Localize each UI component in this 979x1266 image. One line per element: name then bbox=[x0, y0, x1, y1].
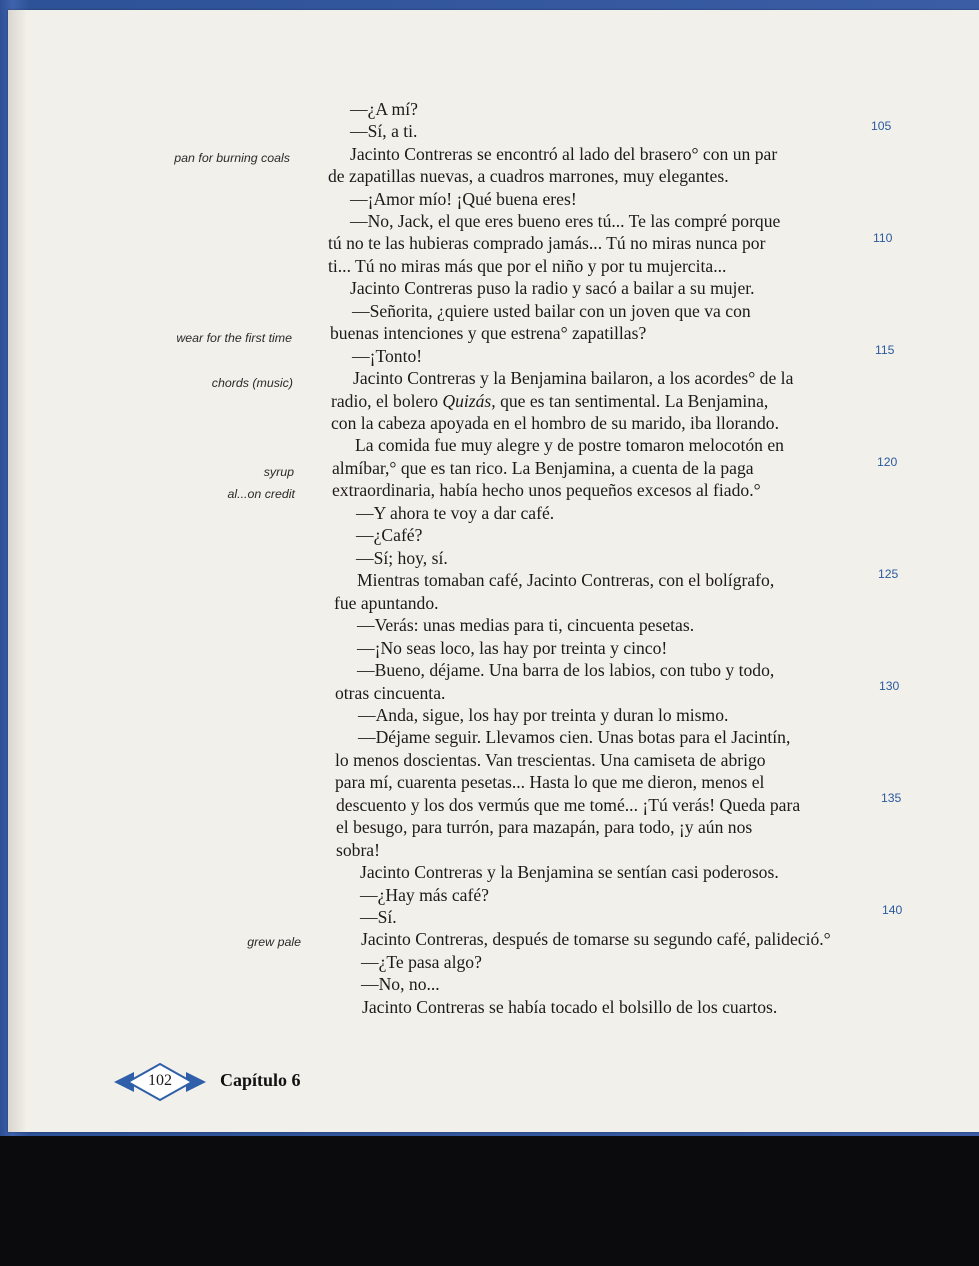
line-number: 105 bbox=[871, 119, 892, 133]
text-line: —No, no... bbox=[361, 974, 440, 994]
gloss-note: chords (music) bbox=[211, 376, 293, 390]
gloss-note: wear for the first time bbox=[176, 331, 292, 345]
line-number: 120 bbox=[877, 455, 898, 469]
text-line: —¿Te pasa algo? bbox=[361, 952, 482, 972]
text-line: —Anda, sigue, los hay por treinta y duran lo mismo. bbox=[358, 705, 729, 725]
text-line: Jacinto Contreras puso la radio y sacó a bailar a su mujer. bbox=[350, 278, 755, 298]
text-line: descuento y los dos vermús que me tomé... ¡Tú verás! Queda para bbox=[336, 795, 801, 815]
chapter-title: Capítulo 6 bbox=[220, 1070, 301, 1090]
text-line: almíbar,° que es tan rico. La Benjamina, a cuenta de la paga bbox=[332, 458, 754, 478]
text-line: con la cabeza apoyada en el hombro de su marido, iba llorando. bbox=[331, 413, 779, 433]
text-line: Jacinto Contreras se había tocado el bolsillo de los cuartos. bbox=[362, 997, 778, 1017]
gloss-note: grew pale bbox=[247, 935, 301, 949]
text-line: —¡Tonto! bbox=[352, 346, 423, 366]
text-line: otras cincuenta. bbox=[335, 683, 446, 703]
page-footer bbox=[112, 1062, 412, 1102]
text-line: para mí, cuarenta pesetas... Hasta lo que me dieron, menos el bbox=[335, 772, 765, 792]
line-number: 130 bbox=[879, 679, 900, 693]
text-line: de zapatillas nuevas, a cuadros marrones, muy elegantes. bbox=[328, 166, 729, 186]
text-line: radio, el bolero Quizás, que es tan sentimental. La Benjamina, bbox=[331, 391, 769, 411]
text-line: Jacinto Contreras y la Benjamina se sentían casi poderosos. bbox=[360, 862, 779, 882]
gloss-note: syrup bbox=[263, 465, 294, 479]
page-gutter bbox=[8, 10, 26, 1132]
text-line: ti... Tú no miras más que por el niño y por tu mujercita... bbox=[328, 256, 727, 276]
text-line: lo menos doscientas. Van trescientas. Una camiseta de abrigo bbox=[335, 750, 766, 770]
gloss-note: al...on credit bbox=[227, 487, 295, 501]
line-number: 115 bbox=[875, 343, 895, 357]
text-line: buenas intenciones y que estrena° zapatillas? bbox=[330, 323, 647, 343]
gloss-note: pan for burning coals bbox=[174, 151, 290, 165]
line-number: 135 bbox=[881, 791, 902, 805]
text-line: Jacinto Contreras y la Benjamina bailaron, a los acordes° de la bbox=[353, 368, 794, 388]
text-line: —Y ahora te voy a dar café. bbox=[356, 503, 555, 523]
text-line: —Señorita, ¿quiere usted bailar con un joven que va con bbox=[352, 301, 751, 321]
text-line: —Sí, a ti. bbox=[350, 121, 418, 141]
text-line: fue apuntando. bbox=[334, 593, 439, 613]
text-line: —No, Jack, el que eres bueno eres tú... Te las compré porque bbox=[350, 211, 781, 231]
text-line: —¡No seas loco, las hay por treinta y cinco! bbox=[357, 638, 668, 658]
text-line: La comida fue muy alegre y de postre tomaron melocotón en bbox=[355, 435, 784, 455]
text-line: —Sí; hoy, sí. bbox=[356, 548, 448, 568]
page-number: 102 bbox=[148, 1072, 172, 1089]
italic-title: Quizás, bbox=[442, 391, 496, 411]
text-line: tú no te las hubieras comprado jamás... Tú no miras nunca por bbox=[328, 233, 766, 253]
line-number: 140 bbox=[882, 903, 903, 917]
text-line: —Bueno, déjame. Una barra de los labios, con tubo y todo, bbox=[357, 660, 775, 680]
background-dark bbox=[0, 1136, 979, 1266]
text-line: —¡Amor mío! ¡Qué buena eres! bbox=[350, 189, 577, 209]
text-line: sobra! bbox=[336, 840, 380, 860]
text-line: Mientras tomaban café, Jacinto Contreras, con el bolígrafo, bbox=[357, 570, 775, 590]
text-line: —Déjame seguir. Llevamos cien. Unas botas para el Jacintín, bbox=[358, 727, 791, 747]
text-line: Jacinto Contreras, después de tomarse su segundo café, palideció.° bbox=[361, 929, 831, 949]
line-number: 125 bbox=[878, 567, 899, 581]
text-line: —¿Hay más café? bbox=[360, 885, 489, 905]
text-line: —Verás: unas medias para ti, cincuenta pesetas. bbox=[357, 615, 695, 635]
text-line: —¿Café? bbox=[356, 525, 423, 545]
text-line: extraordinaria, había hecho unos pequeños excesos al fiado.° bbox=[332, 480, 761, 500]
text-line: —¿A mí? bbox=[350, 99, 418, 119]
text-line: Jacinto Contreras se encontró al lado del brasero° con un par bbox=[350, 144, 778, 164]
text-line: —Sí. bbox=[360, 907, 397, 927]
text-line: el besugo, para turrón, para mazapán, para todo, ¡y aún nos bbox=[336, 817, 753, 837]
line-number: 110 bbox=[873, 231, 893, 245]
